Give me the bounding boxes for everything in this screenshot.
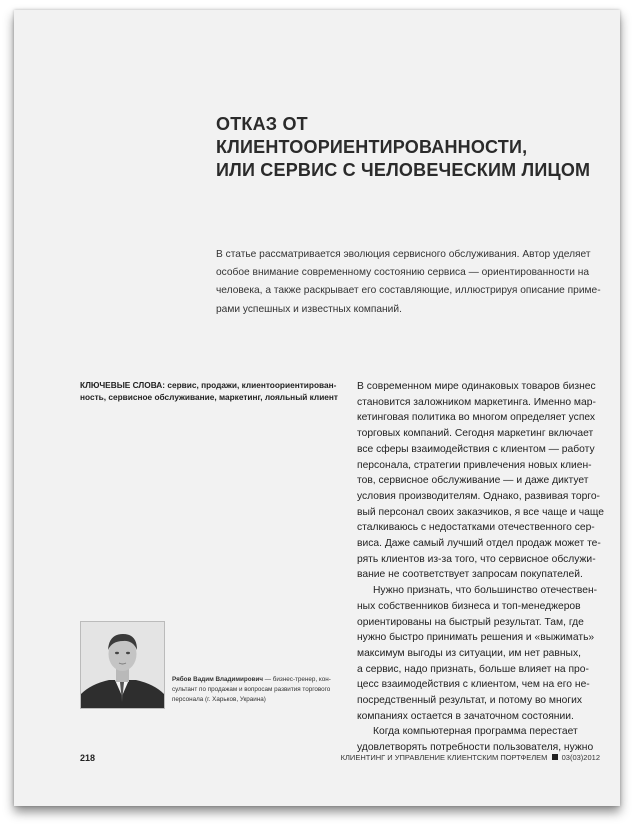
journal-footer: [341, 753, 600, 762]
author-line-1: [172, 675, 342, 685]
body-line: максимум выгоды из ситуации, им нет равных,: [357, 647, 581, 659]
body-line: Когда компьютерная программа перестает: [373, 726, 578, 738]
keywords: [80, 379, 338, 403]
author-info: [172, 675, 342, 705]
abstract-line: особое внимание современному состоянию сервиса — ориентированности на: [216, 267, 590, 279]
keywords-line: КЛЮЧЕВЫЕ СЛОВА: сервис, продажи, клиентоориентирован-: [80, 380, 337, 390]
keywords-line: ность, сервисное обслуживание, маркетинг, лояльный клиент: [80, 392, 338, 402]
body-line: удовлетворять потребности пользователя, нужно: [357, 742, 594, 754]
journal-page: [14, 10, 620, 806]
article-body: [357, 379, 604, 756]
body-line: условия производителям. Однако, развивая торго-: [357, 490, 600, 502]
body-line: В современном мире одинаковых товаров бизнес: [357, 381, 596, 392]
body-line: сталкиваюсь с недостатками отечественного сер-: [357, 522, 595, 534]
body-line: кетинговая политика во многом определяет успех: [357, 412, 596, 424]
body-line: тов, сервисное обслуживание — и даже диктует: [357, 475, 589, 487]
body-line: рять клиентов из-за того, что сервисное обслужи-: [357, 553, 596, 565]
body-line: компаниях остается в зачаточном состоянии.: [357, 710, 574, 722]
body-line: нужно быстро принимать решения и «выжимать»: [357, 632, 595, 644]
author-line-2: сультант по продажам и вопросам развития торгового: [172, 686, 331, 693]
abstract-line: рами успешных и известных компаний.: [216, 303, 402, 315]
body-line: вый персонал своих заказчиков, я все чаще и чаще: [357, 506, 604, 518]
article-abstract: [216, 246, 601, 319]
body-line: ных собственников бизнеса и топ-менеджеров: [357, 600, 581, 612]
body-line: посредственный результат, и потому во многих: [357, 695, 583, 707]
author-line-3: персонала (г. Харьков, Украина): [172, 696, 266, 703]
body-line: цесс взаимодействия с клиентом, чем на его не-: [357, 679, 590, 691]
title-line-1: ОТКАЗ ОТ КЛИЕНТООРИЕНТИРОВАННОСТИ,: [216, 114, 528, 157]
title-line-2: ИЛИ СЕРВИС С ЧЕЛОВЕЧЕСКИМ ЛИЦОМ: [216, 160, 591, 180]
square-bullet-icon: [552, 754, 558, 760]
article-title: [216, 113, 596, 182]
body-line: персонала, стратегии привлечения новых клиен-: [357, 459, 592, 471]
body-line: а сервис, надо признать, больше влияет на про-: [357, 663, 589, 675]
abstract-line: человека, а также раскрывает его составляющие, иллюстрируя описание приме-: [216, 285, 601, 297]
journal-name: КЛИЕНТИНГ И УПРАВЛЕНИЕ КЛИЕНТСКИМ ПОРТФЕЛЕМ: [340, 753, 548, 762]
body-line: торговых компаний. Сегодня маркетинг включает: [357, 428, 594, 440]
body-line: виса. Даже самый лучший отдел продаж может те-: [357, 538, 601, 550]
author-photo: [80, 621, 165, 709]
author-name: Рябов Вадим Владимирович: [172, 676, 264, 683]
body-line: Нужно признать, что большинство отечествен-: [373, 585, 598, 597]
author-title: — бизнес-тренер, кон-: [263, 676, 331, 683]
body-line: вание не соответствует запросам покупателей.: [357, 569, 583, 581]
author-portrait-icon: [81, 622, 164, 708]
body-line: все сферы взаимодействия с клиентом — работу: [357, 443, 595, 455]
page-number: 218: [80, 753, 96, 763]
abstract-line: В статье рассматривается эволюция сервисного обслуживания. Автор уделяет: [216, 249, 591, 260]
body-line: становится заложником маркетинга. Именно мар-: [357, 396, 596, 408]
body-line: ориентированы на быстрый результат. Там, где: [357, 616, 584, 628]
journal-issue: 03(03)2012: [561, 753, 600, 762]
